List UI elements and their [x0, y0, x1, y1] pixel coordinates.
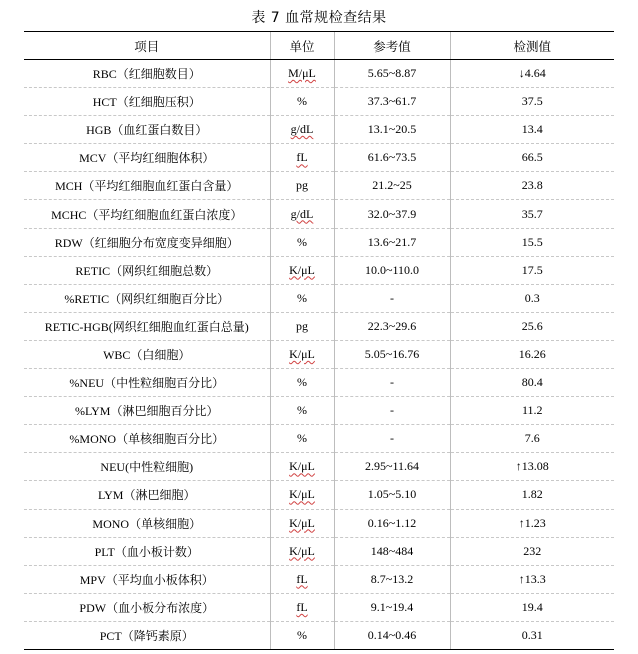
unit-text: K/μL — [289, 543, 315, 558]
unit-text: % — [297, 403, 307, 418]
cell-item: MPV（平均血小板体积） — [24, 565, 270, 593]
unit-text: K/μL — [289, 262, 315, 277]
unit-text: pg — [296, 178, 308, 193]
cell-unit — [270, 228, 334, 256]
cell-result: 1.82 — [450, 481, 614, 509]
cell-result: 232 — [450, 537, 614, 565]
unit-text: K/μL — [289, 515, 315, 530]
cell-result: 23.8 — [450, 172, 614, 200]
table-row — [24, 172, 614, 200]
cell-reference: 13.1~20.5 — [334, 116, 450, 144]
table-body — [24, 60, 614, 650]
cell-unit — [270, 284, 334, 312]
cell-unit — [270, 621, 334, 649]
cell-unit — [270, 200, 334, 228]
cell-item: %MONO（单核细胞百分比） — [24, 425, 270, 453]
header-reference: 参考值 — [334, 32, 450, 60]
table-row — [24, 340, 614, 368]
table-row — [24, 144, 614, 172]
cell-item: RBC（红细胞数目） — [24, 60, 270, 88]
cell-result: ↑13.08 — [450, 453, 614, 481]
cell-item: PDW（血小板分布浓度） — [24, 593, 270, 621]
cell-result: 15.5 — [450, 228, 614, 256]
cell-unit — [270, 593, 334, 621]
cell-result: 19.4 — [450, 593, 614, 621]
cell-result: 80.4 — [450, 369, 614, 397]
cell-result: 16.26 — [450, 340, 614, 368]
unit-text: % — [297, 375, 307, 390]
cell-item: MONO（单核细胞） — [24, 509, 270, 537]
table-row — [24, 312, 614, 340]
cell-reference: 8.7~13.2 — [334, 565, 450, 593]
table-row — [24, 60, 614, 88]
table-row — [24, 284, 614, 312]
unit-text: K/μL — [289, 459, 315, 474]
table-row — [24, 369, 614, 397]
cell-unit — [270, 565, 334, 593]
cell-item: WBC（白细胞） — [24, 340, 270, 368]
cell-reference: - — [334, 425, 450, 453]
cell-reference: 10.0~110.0 — [334, 256, 450, 284]
cell-item: RETIC（网织红细胞总数） — [24, 256, 270, 284]
unit-text: % — [297, 234, 307, 249]
table-row — [24, 425, 614, 453]
cell-item: MCHC（平均红细胞血红蛋白浓度） — [24, 200, 270, 228]
cell-result: 13.4 — [450, 116, 614, 144]
cell-reference: - — [334, 284, 450, 312]
cell-result: 11.2 — [450, 397, 614, 425]
cell-reference: 37.3~61.7 — [334, 88, 450, 116]
cell-result: 0.31 — [450, 621, 614, 649]
cell-unit — [270, 481, 334, 509]
cell-item: PCT（降钙素原） — [24, 621, 270, 649]
cell-reference: 61.6~73.5 — [334, 144, 450, 172]
cell-item: NEU(中性粒细胞) — [24, 453, 270, 481]
cell-unit — [270, 369, 334, 397]
cell-result: ↓4.64 — [450, 60, 614, 88]
cell-reference: 32.0~37.9 — [334, 200, 450, 228]
unit-text: g/dL — [290, 122, 314, 137]
unit-text: g/dL — [290, 206, 314, 221]
cell-item: PLT（血小板计数） — [24, 537, 270, 565]
unit-text: K/μL — [289, 487, 315, 502]
table-row — [24, 88, 614, 116]
cell-item: %RETIC（网织红细胞百分比） — [24, 284, 270, 312]
table-row — [24, 200, 614, 228]
cell-reference: 148~484 — [334, 537, 450, 565]
cell-item: RDW（红细胞分布宽度变异细胞） — [24, 228, 270, 256]
table-caption: 表 7 血常规检查结果 — [251, 10, 387, 26]
cell-item: %LYM（淋巴细胞百分比） — [24, 397, 270, 425]
cell-reference: 5.65~8.87 — [334, 60, 450, 88]
cell-unit — [270, 88, 334, 116]
unit-text: % — [297, 431, 307, 446]
table-row — [24, 565, 614, 593]
cell-unit — [270, 397, 334, 425]
table-row — [24, 621, 614, 649]
cell-item: MCV（平均红细胞体积） — [24, 144, 270, 172]
table-row — [24, 481, 614, 509]
cell-reference: - — [334, 397, 450, 425]
table-header — [24, 32, 614, 60]
cell-result: ↑13.3 — [450, 565, 614, 593]
header-unit: 单位 — [270, 32, 334, 60]
unit-text: M/μL — [288, 66, 316, 81]
cell-result: 17.5 — [450, 256, 614, 284]
unit-text: K/μL — [289, 346, 315, 361]
unit-text: % — [297, 627, 307, 642]
header-result: 检测值 — [450, 32, 614, 60]
unit-text: % — [297, 94, 307, 109]
cell-reference: 0.14~0.46 — [334, 621, 450, 649]
cell-item: LYM（淋巴细胞） — [24, 481, 270, 509]
table-row — [24, 593, 614, 621]
unit-text: % — [297, 290, 307, 305]
cell-unit — [270, 537, 334, 565]
header-item: 项目 — [24, 32, 270, 60]
cell-result: 35.7 — [450, 200, 614, 228]
cell-result: 37.5 — [450, 88, 614, 116]
cell-unit — [270, 453, 334, 481]
unit-text: pg — [296, 318, 308, 333]
blood-test-table — [24, 31, 614, 650]
cell-unit — [270, 312, 334, 340]
cell-unit — [270, 60, 334, 88]
cell-item: HCT（红细胞压积） — [24, 88, 270, 116]
cell-item: MCH（平均红细胞血红蛋白含量） — [24, 172, 270, 200]
cell-unit — [270, 256, 334, 284]
table-row — [24, 116, 614, 144]
cell-unit — [270, 340, 334, 368]
cell-item: HGB（血红蛋白数目） — [24, 116, 270, 144]
cell-result: 7.6 — [450, 425, 614, 453]
cell-reference: 1.05~5.10 — [334, 481, 450, 509]
cell-reference: 13.6~21.7 — [334, 228, 450, 256]
cell-unit — [270, 116, 334, 144]
cell-unit — [270, 509, 334, 537]
table-row — [24, 228, 614, 256]
cell-reference: 9.1~19.4 — [334, 593, 450, 621]
unit-text: fL — [296, 150, 308, 165]
table-row — [24, 537, 614, 565]
cell-reference: 0.16~1.12 — [334, 509, 450, 537]
table-row — [24, 453, 614, 481]
table-row — [24, 256, 614, 284]
cell-reference: 22.3~29.6 — [334, 312, 450, 340]
cell-result: 0.3 — [450, 284, 614, 312]
cell-result: 66.5 — [450, 144, 614, 172]
table-row — [24, 397, 614, 425]
table-row — [24, 509, 614, 537]
cell-reference: 2.95~11.64 — [334, 453, 450, 481]
unit-text: fL — [296, 571, 308, 586]
header-row — [24, 32, 614, 60]
cell-unit — [270, 144, 334, 172]
cell-reference: - — [334, 369, 450, 397]
cell-result: ↑1.23 — [450, 509, 614, 537]
cell-item: RETIC-HGB(网织红细胞血红蛋白总量) — [24, 312, 270, 340]
cell-result: 25.6 — [450, 312, 614, 340]
cell-unit — [270, 172, 334, 200]
cell-reference: 5.05~16.76 — [334, 340, 450, 368]
cell-unit — [270, 425, 334, 453]
cell-reference: 21.2~25 — [334, 172, 450, 200]
cell-item: %NEU（中性粒细胞百分比） — [24, 369, 270, 397]
unit-text: fL — [296, 599, 308, 614]
